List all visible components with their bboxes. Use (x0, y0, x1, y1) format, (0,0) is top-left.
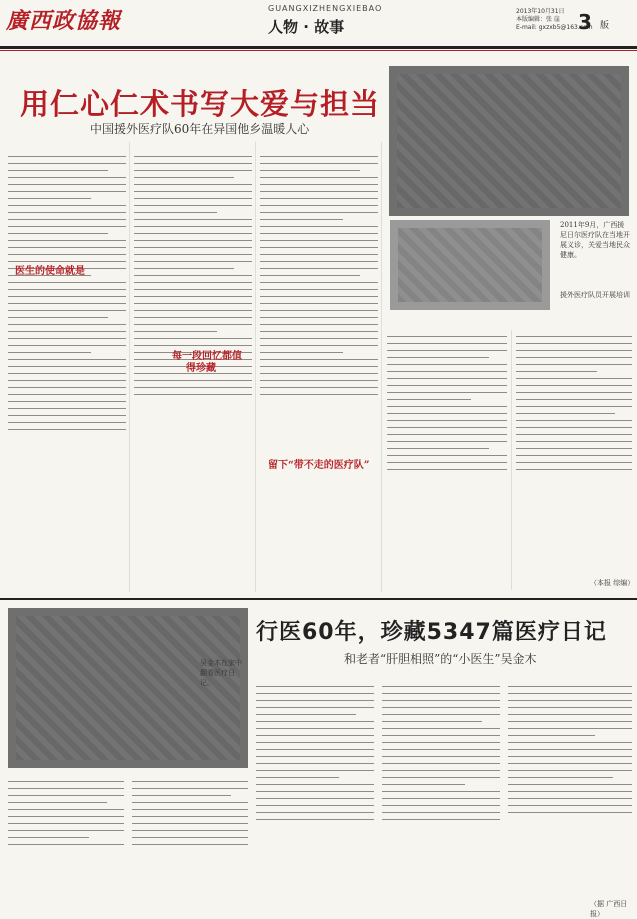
article1-col-4 (387, 330, 507, 590)
gutter (129, 142, 130, 592)
article1-col-3 (260, 150, 378, 590)
gutter (511, 330, 512, 590)
article2-subhead: 和老者“肝胆相照”的“小医生”吴金木 (344, 652, 537, 666)
gutter (381, 142, 382, 592)
gutter (255, 142, 256, 592)
article1-col-5 (516, 330, 632, 580)
newspaper-logo: 廣西政協報 (6, 8, 122, 34)
page-number: 3 (578, 10, 592, 34)
article2-col-2 (132, 775, 248, 915)
article1-photo-caption: 2011年9月，广西援尼日尔医疗队在当地开展义诊，关爱当地民众健康。 (560, 221, 630, 259)
section-title: 人物 · 故事 (268, 18, 345, 36)
article2-col-5 (508, 680, 632, 895)
issue-email: E-mail: gxzxb5@163.com (516, 24, 593, 31)
masthead-rule (0, 46, 637, 49)
newspaper-pinyin: GUANGXIZHENGXIEBAO (268, 4, 383, 13)
article1-subhead-1: 医生的使命就是 (15, 266, 85, 277)
article2-headline: 行医60年，珍藏5347篇医疗日记 (256, 620, 607, 645)
article2-photo (8, 608, 248, 768)
article1-subhead-2: 每一段回忆都值 (172, 351, 242, 362)
article1-headline: 用仁心仁术书写大爱与担当 (20, 87, 381, 121)
article1-subhead-4: 留下“带不走的医疗队” (268, 460, 370, 471)
masthead (0, 0, 637, 46)
article2-photo-caption: 吴金木在家中翻看医疗日记。 (200, 659, 242, 687)
article1-subhead-3: 得珍藏 (186, 363, 216, 374)
article1-photo-second (390, 220, 550, 310)
article1-photo-main (389, 66, 629, 216)
article2-col-4 (382, 680, 500, 910)
article2-col-3 (256, 680, 374, 910)
article-divider (0, 598, 637, 600)
article1-photo-second-caption: 援外医疗队员开展培训 (560, 291, 630, 299)
issue-editor: 本版编辑：张 崖 (516, 16, 560, 23)
article2-footnote: （据 广西日报） (590, 900, 628, 918)
article1-reporter: （本报 综编） (590, 579, 635, 587)
article1-subhead: 中国援外医疗队60年在异国他乡温暖人心 (90, 122, 310, 136)
page-number-suffix: 版 (600, 21, 610, 31)
article1-col-1 (8, 150, 126, 590)
article2-col-1 (8, 775, 124, 915)
masthead-red-rule (0, 50, 637, 51)
issue-date: 2013年10月31日 (516, 8, 565, 15)
